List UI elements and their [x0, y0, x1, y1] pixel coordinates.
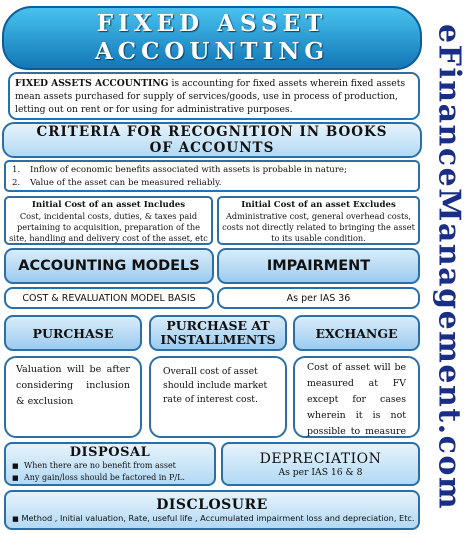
list-item: 2. Value of the asset can be measured reliably.	[12, 178, 222, 188]
disposal-heading: DISPOSAL	[69, 445, 151, 460]
bullet-icon: ■	[12, 474, 19, 482]
criteria-heading-line2: OF ACCOUNTS	[149, 140, 275, 156]
impairment-heading: IMPAIRMENT	[217, 248, 420, 284]
title-line-2: ACCOUNTING	[94, 38, 330, 65]
list-item: 1. Inflow of economic benefits associated with assets is probable in nature;	[12, 165, 347, 175]
depreciation-text: As per IAS 16 & 8	[278, 466, 363, 478]
criteria-heading-line1: CRITERIA FOR RECOGNITION IN BOOKS	[36, 124, 388, 140]
accounting-models-heading: ACCOUNTING MODELS	[4, 248, 214, 284]
list-item: ■ Any gain/loss should be factored in P/L.	[12, 473, 185, 482]
depreciation-heading: DEPRECIATION	[259, 450, 382, 467]
purchase-heading: PURCHASE	[4, 315, 142, 351]
bullet-icon: ■	[12, 462, 19, 470]
excludes-heading: Initial Cost of an asset Excludes	[241, 200, 396, 210]
disclosure-text: ■ Method , Initial valuation, Rate, useful life , Accumulated impairment loss and depreciation, Etc.	[9, 513, 414, 523]
initial-cost-includes	[4, 196, 213, 245]
bullet-icon: ■	[12, 515, 19, 523]
exchange-heading: EXCHANGE	[293, 315, 420, 351]
impairment-text: As per IAS 36	[217, 287, 420, 309]
intro-text: is accounting for fixed assets wherein fixed assets mean assets purchased for supply of services/goods, use in process of production, letting out on rent or for using for administrative purposes.	[15, 78, 406, 115]
exchange-text: Cost of asset will be measured at FV except for cases wherein it is not possible to measure	[293, 356, 420, 438]
depreciation-section	[221, 442, 420, 486]
disposal-section	[4, 442, 216, 486]
side-watermark-text: eFinanceManagement.com	[431, 23, 467, 511]
main-title-banner	[2, 6, 422, 70]
side-watermark	[425, 0, 473, 534]
purchase-text: Valuation will be after considering inclusion & exclusion	[4, 356, 142, 438]
intro-term: FIXED ASSETS ACCOUNTING	[15, 78, 169, 89]
includes-text: Cost, incidental costs, duties, & taxes paid pertaining to acquisition, preparation of the site, handling and delivery cost of the asset, etc	[9, 211, 208, 243]
excludes-text: Administrative cost, general overhead costs, costs not directly related to bringing the asset to its usable condition.	[222, 211, 415, 243]
criteria-list	[4, 160, 420, 192]
disclosure-heading: DISCLOSURE	[156, 497, 268, 513]
initial-cost-excludes	[217, 196, 420, 245]
list-item: ■ When there are no benefit from asset	[12, 461, 176, 470]
criteria-heading	[2, 122, 422, 158]
installments-heading: PURCHASE AT INSTALLMENTS	[149, 315, 287, 351]
intro-definition	[8, 72, 420, 120]
disclosure-section	[4, 490, 420, 530]
accounting-models-text: COST & REVALUATION MODEL BASIS	[4, 287, 214, 309]
installments-text: Overall cost of asset should include market rate of interest cost.	[149, 356, 287, 438]
includes-heading: Initial Cost of an asset Includes	[31, 200, 186, 210]
title-line-1: FIXED ASSET	[96, 10, 328, 37]
